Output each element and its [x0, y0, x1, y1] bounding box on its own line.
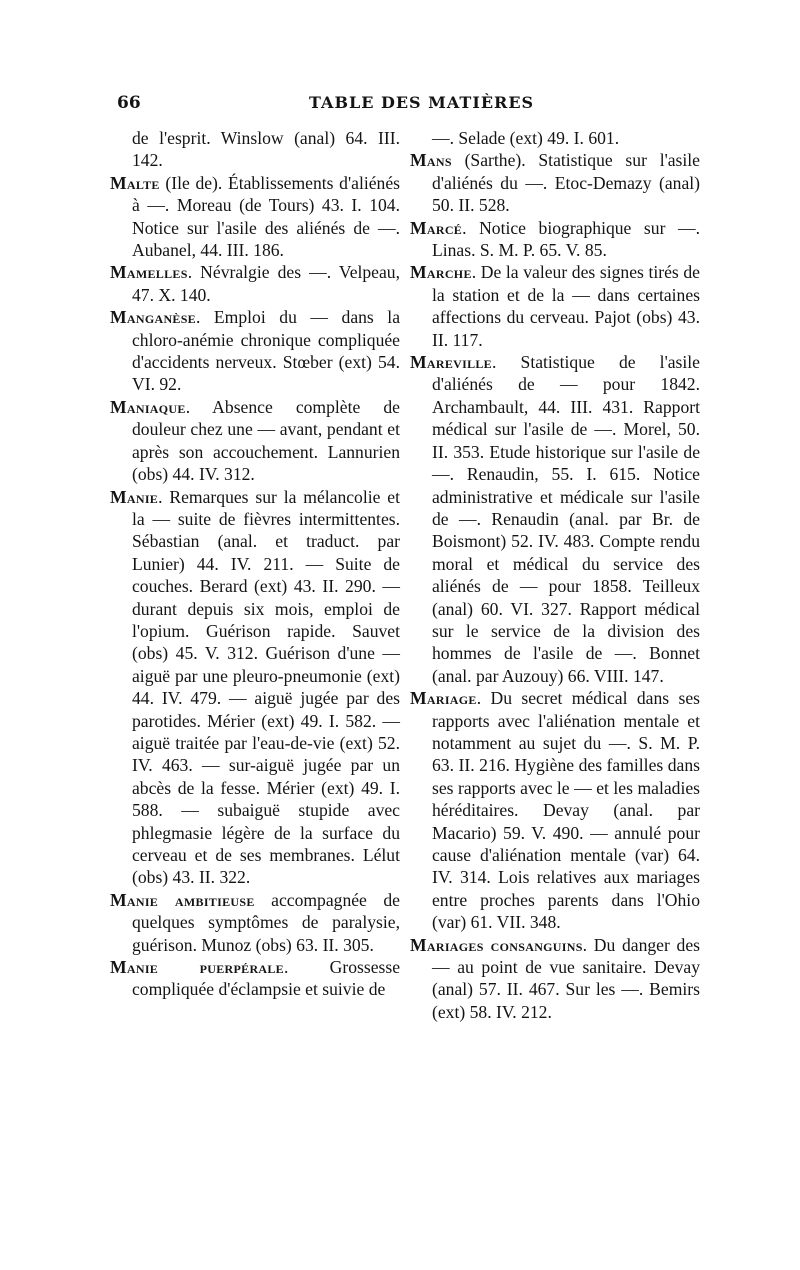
index-entry — [110, 956, 400, 1001]
entry-text: (Ile de). Établissements d'aliénés à —. Moreau (de Tours) 43. I. 104. Notice sur l'asile des aliénés de —. Aubanel, 44. III. 186. — [132, 172, 400, 261]
entry-text: . Grossesse compliquée d'éclampsie et suivie de — [132, 957, 400, 1000]
page-number: 66 — [117, 93, 141, 113]
entry-term: Manie ambitieuse — [110, 889, 255, 910]
left-column — [110, 127, 400, 1001]
entry-text: —. Selade (ext) 49. I. 601. — [432, 128, 620, 148]
entry-term: Manganèse — [110, 307, 196, 328]
right-column — [410, 127, 700, 1023]
index-entry — [110, 396, 400, 486]
entry-term: Mariages consanguins — [410, 934, 583, 955]
entry-text: accompagnée de quelques symptômes de paralysie, guérison. Munoz (obs) 63. II. 305. — [132, 889, 400, 955]
index-entry — [410, 351, 700, 687]
entry-text: . Emploi du — dans la chloro-anémie chronique compliquée d'accidents nerveux. Stœber (ext) 54. VI. 92. — [132, 307, 400, 395]
entry-text: de l'esprit. Winslow (anal) 64. III. 142. — [132, 128, 400, 171]
entry-term: Malte — [110, 172, 160, 193]
page-header — [117, 93, 685, 125]
entry-text: . Notice biographique sur —. Linas. S. M. P. 65. V. 85. — [432, 217, 700, 261]
entry-term: Mans — [410, 150, 452, 171]
entry-term: Manie — [110, 486, 159, 507]
index-entry — [410, 934, 700, 1024]
index-entry — [410, 217, 700, 262]
entry-term: Mareville — [410, 352, 492, 373]
entry-text: . De la valeur des signes tirés de la station et de la — dans certaines affections du cerveau. Pajot (obs) 43. II. 117. — [432, 262, 700, 350]
entry-term: Marcé — [410, 217, 463, 238]
entry-text: . Statistique de l'asile d'aliénés de — pour 1842. Archambault, 44. III. 431. Rapport médical sur l'asile de —. Morel, 50. II. 353. Etude historique sur l'asile de —. Renaudin, 55. I. 615. Notice administrative et médicale sur l'asile de —. Renaudin (anal. par Br. de Boismont) 52. IV. 483. Compte rendu moral et médical du service des aliénés de — pour 1858. Teilleux (anal) 60. VI. 327. Rapport médical sur le service de la division des hommes de l'asile de —. Bonnet (anal. par Auzouy) 66. VIII. 147. — [432, 352, 700, 686]
index-entry — [110, 261, 400, 306]
index-entry — [410, 261, 700, 351]
entry-text: . Du danger des — au point de vue sanitaire. Devay (anal) 57. II. 467. Sur les —. Bemirs (ext) 58. IV. 212. — [432, 934, 700, 1022]
entry-text: . Remarques sur la mélancolie et la — suite de fièvres intermittentes. Sébastian (anal. et traduct. par Lunier) 44. IV. 211. — Suite de couches. Berard (ext) 43. II. 290. — durant depuis six mois, emploi de l'opium. Guérison rapide. Sauvet (obs) 45. V. 312. Guérison d'une — aiguë par une pleuro-pneumonie (ext) 44. IV. 479. — aiguë jugée par des parotides. Mérier (ext) 49. I. 582. — aiguë traitée par l'eau-de-vie (ext) 52. IV. 463. — sur-aiguë jugée par un abcès de la fesse. Mérier (ext) 49. I. 588. — subaiguë stupide avec phlegmasie légère de la surface du cerveau et de ses membranes. Lélut (obs) 43. II. 322. — [132, 486, 400, 888]
index-entry — [410, 149, 700, 216]
index-entry — [110, 889, 400, 956]
entry-text: . Du secret médical dans ses rapports avec l'aliénation mentale et notamment au sujet du —. S. M. P. 63. II. 216. Hygiène des familles dans ses rapports avec le — et les maladies héréditaires. Devay (anal. par Macario) 59. V. 490. — annulé pour cause d'aliénation mentale (var) 64. IV. 314. Lois relatives aux mariages entre proches parents dans l'Ohio (var) 61. VII. 348. — [432, 688, 700, 933]
entry-text: (Sarthe). Statistique sur l'asile d'aliénés du —. Etoc-Demazy (anal) 50. II. 528. — [432, 150, 700, 216]
entry-term: Mariage — [410, 688, 477, 709]
index-entry — [110, 486, 400, 889]
entry-term: Manie puerpérale — [110, 957, 284, 978]
index-entry — [110, 127, 400, 172]
index-entry — [410, 127, 700, 149]
index-entry — [110, 306, 400, 396]
index-entry — [110, 172, 400, 262]
entry-text: . Névralgie des —. Velpeau, 47. X. 140. — [132, 262, 400, 305]
entry-term: Marche — [410, 262, 472, 283]
running-title: TABLE DES MATIÈRES — [309, 93, 535, 112]
entry-text: . Absence complète de douleur chez une — avant, pendant et après son accouchement. Lannurien (obs) 44. IV. 312. — [132, 396, 400, 485]
entry-term: Mamelles — [110, 262, 188, 283]
entry-term: Maniaque — [110, 396, 186, 417]
index-entry — [410, 687, 700, 933]
